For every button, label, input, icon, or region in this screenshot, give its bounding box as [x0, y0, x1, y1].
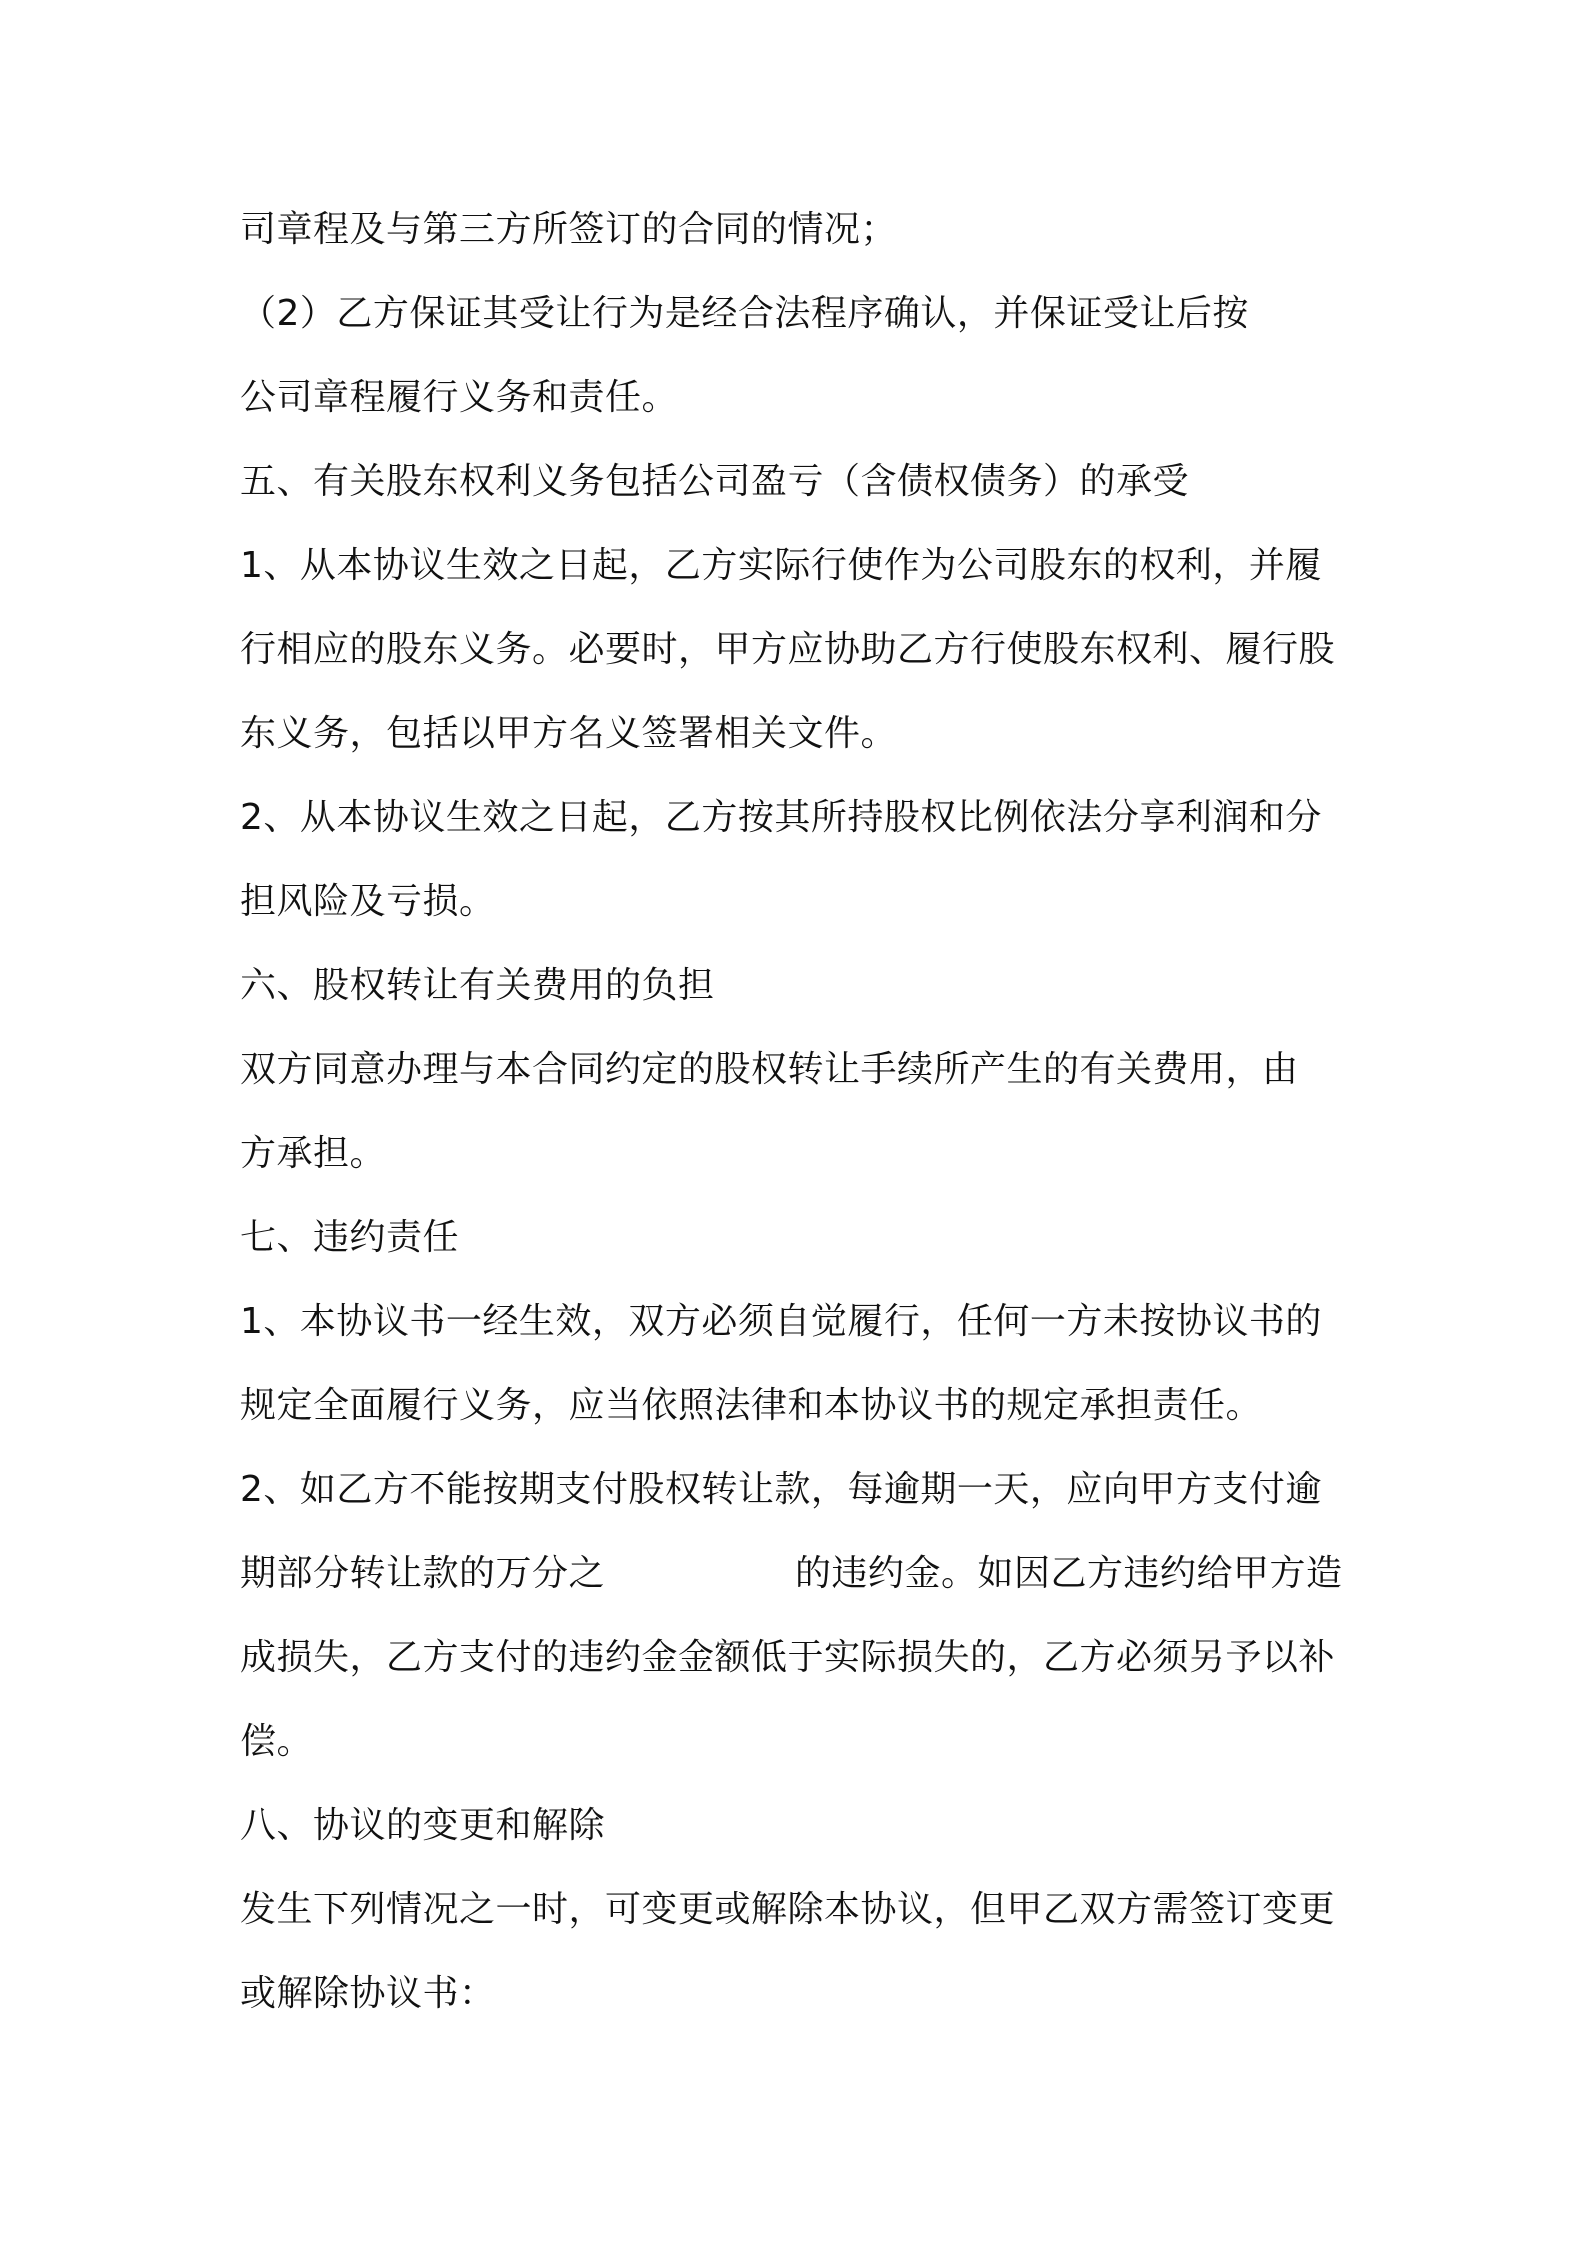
text-line-with-blank — [240, 1550, 1343, 1598]
text-line: 司章程及与第三方所签订的合同的情况； — [240, 209, 898, 250]
text-line: （2）乙方保证其受让行为是经合法程序确认，并保证受让后按 — [240, 293, 1249, 334]
text-line: 规定全面履行义务，应当依照法律和本协议书的规定承担责任。 — [240, 1385, 1263, 1426]
section-heading-8: 八、协议的变更和解除 — [240, 1805, 606, 1846]
text-line: 东义务，包括以甲方名义签署相关文件。 — [240, 713, 898, 754]
text-line: 偿。 — [240, 1721, 314, 1762]
text-line: 成损失，乙方支付的违约金金额低于实际损失的，乙方必须另予以补 — [240, 1637, 1336, 1678]
text-line: 1、本协议书一经生效，双方必须自觉履行，任何一方未按协议书的 — [240, 1301, 1322, 1342]
text-line: 担风险及亏损。 — [240, 881, 496, 922]
text-line: 1、从本协议生效之日起，乙方实际行使作为公司股东的权利，并履 — [240, 545, 1322, 586]
section-heading-7: 七、违约责任 — [240, 1217, 460, 1258]
section-heading-5: 五、有关股东权利义务包括公司盈亏（含债权债务）的承受 — [240, 461, 1190, 502]
text-fragment: 期部分转让款的万分之 — [240, 1553, 606, 1594]
text-fragment: 的违约金。如因乙方违约给甲方造 — [795, 1553, 1343, 1594]
text-line: 或解除协议书： — [240, 1973, 496, 2014]
text-line: 方承担。 — [240, 1133, 387, 1174]
text-line: 双方同意办理与本合同约定的股权转让手续所产生的有关费用，由 — [240, 1049, 1299, 1090]
text-line: 发生下列情况之一时，可变更或解除本协议，但甲乙双方需签订变更 — [240, 1889, 1336, 1930]
text-line: 2、从本协议生效之日起，乙方按其所持股权比例依法分享利润和分 — [240, 797, 1322, 838]
text-line: 2、如乙方不能按期支付股权转让款，每逾期一天，应向甲方支付逾 — [240, 1469, 1322, 1510]
text-line: 公司章程履行义务和责任。 — [240, 377, 679, 418]
text-line: 行相应的股东义务。必要时，甲方应协助乙方行使股东权利、履行股 — [240, 629, 1336, 670]
section-heading-6: 六、股权转让有关费用的负担 — [240, 965, 715, 1006]
